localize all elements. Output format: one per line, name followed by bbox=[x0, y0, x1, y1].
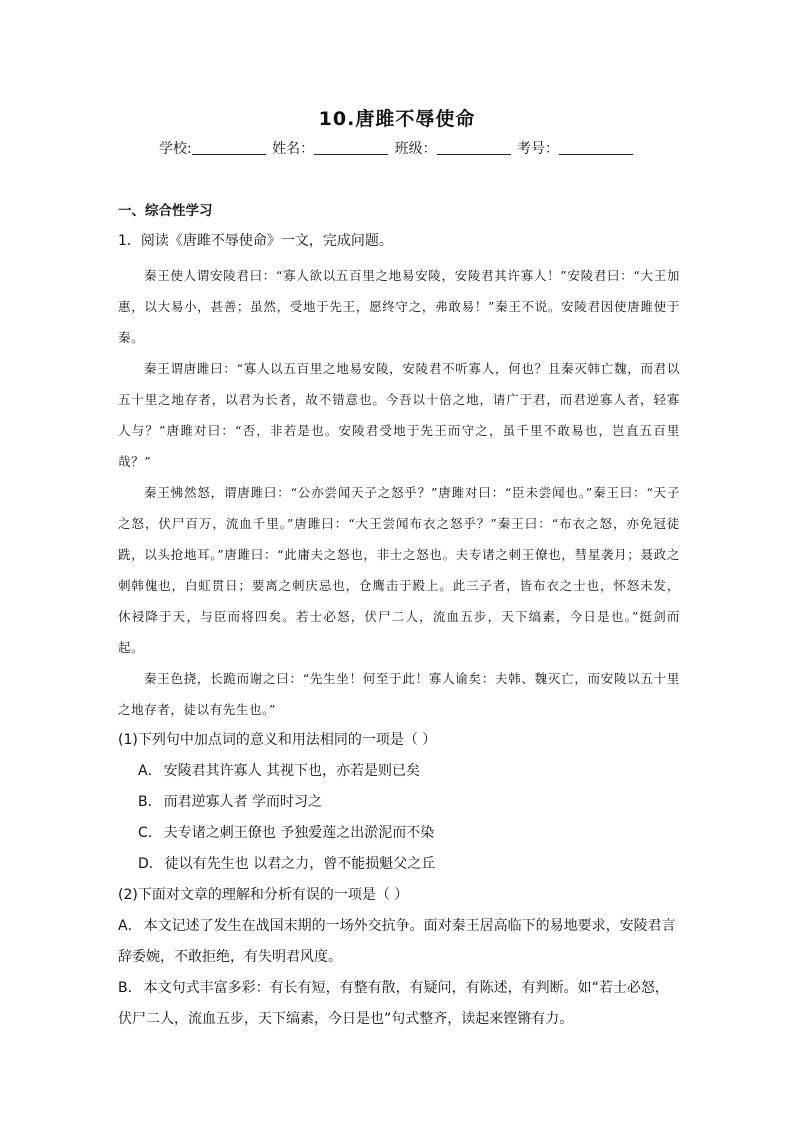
exam-content bbox=[118, 200, 680, 1035]
class-blank[interactable] bbox=[437, 140, 511, 155]
option-1c[interactable]: C． 夫专诸之刺王僚也 予独爱莲之出淤泥而不染 bbox=[138, 825, 435, 841]
passage-paragraph-1: 秦王使人谓安陵君曰：“寡人欲以五百里之地易安陵，安陵君其许寡人！”安陵君曰：“大王加惠，以大易小，甚善；虽然，受地于先王，愿终守之，弗敢易！”秦王不说。安陵君因使唐雎使于秦。 bbox=[118, 268, 680, 345]
option-1a[interactable]: A． 安陵君其许寡人 其视下也，亦若是则已矣 bbox=[138, 763, 421, 779]
passage-paragraph-3: 秦王怫然怒，谓唐雎曰：“公亦尝闻天子之怒乎？”唐雎对曰：“臣未尝闻也。”秦王曰：“天子之怒，伏尸百万，流血千里。”唐雎曰：“大王尝闻布衣之怒乎？”秦王曰：“布衣之怒，亦免冠徒跣，以头抢地耳。”唐雎曰：“此庸夫之怒也，非士之怒也。夫专诸之刺王僚也，彗星袭月；聂政之刺韩傀也，白虹贯日；要离之刺庆忌也，仓鹰击于殿上。此三子者，皆布衣之士也，怀怒未发，休祲降于天，与臣而将四矣。若士必怒，伏尸二人，流血五步，天下缟素，今日是也。”挺剑而起。 bbox=[118, 485, 680, 655]
class-label: 班级： bbox=[394, 141, 437, 157]
student-info-line bbox=[0, 138, 794, 158]
option-2b[interactable]: B． 本文句式丰富多彩：有长有短，有整有散，有疑问，有陈述，有判断。如“若士必怒，伏尸二人，流血五步，天下缟素，今日是也”句式整齐，读起来铿锵有力。 bbox=[118, 980, 669, 1027]
subquestion-2-stem: (2)下面对文章的理解和分析有误的一项是（ ） bbox=[118, 887, 409, 903]
name-label: 姓名： bbox=[272, 141, 315, 157]
classical-passage bbox=[118, 260, 680, 725]
page-title: 10.唐雎不辱使命 bbox=[318, 108, 476, 130]
number-blank[interactable] bbox=[559, 140, 633, 155]
option-1b[interactable]: B． 而君逆寡人者 学而时习之 bbox=[138, 794, 323, 810]
question-1-stem: 1．阅读《唐雎不辱使命》一文，完成问题。 bbox=[118, 233, 393, 249]
school-label: 学校: bbox=[158, 141, 192, 157]
passage-paragraph-2: 秦王谓唐雎曰：“寡人以五百里之地易安陵，安陵君不听寡人，何也？且秦灭韩亡魏，而君以五十里之地存者，以君为长者，故不错意也。今吾以十倍之地，请广于君，而君逆寡人者，轻寡人与？”唐雎对曰：“否，非若是也。安陵君受地于先王而守之，虽千里不敢易也，岂直五百里哉？” bbox=[118, 361, 680, 469]
section-heading: 一、综合性学习 bbox=[118, 203, 213, 219]
name-blank[interactable] bbox=[314, 140, 388, 155]
number-label: 考号： bbox=[517, 141, 560, 157]
option-2a[interactable]: A． 本文记述了发生在战国末期的一场外交抗争。面对秦王居高临下的易地要求，安陵君言辞委婉，不敢拒绝，有失明君风度。 bbox=[118, 918, 676, 965]
option-1d[interactable]: D． 徒以有先生也 以君之力，曾不能损魁父之丘 bbox=[138, 856, 436, 872]
passage-paragraph-4: 秦王色挠，长跪而谢之曰：“先生坐！何至于此！寡人谕矣：夫韩、魏灭亡，而安陵以五十里之地存者，徒以有先生也。” bbox=[118, 671, 680, 717]
subquestion-1-stem: (1)下列句中加点词的意义和用法相同的一项是（ ） bbox=[118, 732, 437, 748]
school-blank[interactable] bbox=[192, 140, 266, 155]
